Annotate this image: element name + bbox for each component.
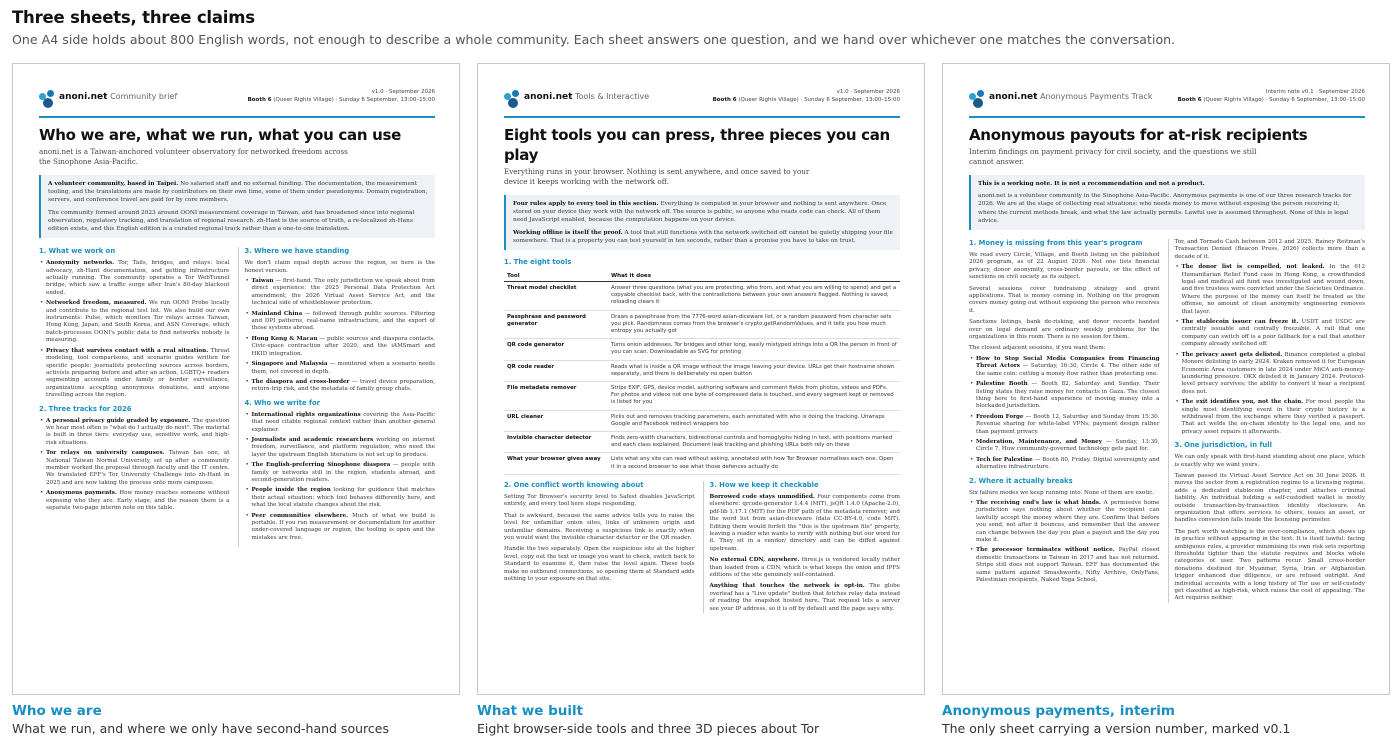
sheet-lede: Interim findings on payment privacy for civil society, and the questions we still cannot answer. xyxy=(969,147,1257,166)
breaks-list xyxy=(969,500,1160,584)
sheet-title: Who we are, what we run, what you can use xyxy=(39,126,402,144)
standing-list xyxy=(245,278,436,394)
callout-box: This is a working note. It is not a recommendation and not a product. anoni.net is a volunteer community in the Sinophone Asia-Pacific. Anonymous payments is one of our three research tracks for 2026. We are at the stage of collecting real situations: who needs money to move without exposing the person receiving it, where the current methods break, and what the law actually permits. Lawful use is assumed throughout. None of this is legal advice. xyxy=(969,175,1365,230)
section-heading: 2. Three tracks for 2026 xyxy=(39,404,132,413)
sheet-meta: Interim note v0.1 · September 2026 Booth 6 (Queer Rights Village) · Sunday 6 September, 13:00–15:00 xyxy=(1177,89,1365,103)
list-item: • The diaspora and cross-border — travel device preparation, return-trip risk, and the metadata of family group chats. xyxy=(245,379,436,394)
paragraph: We read every Circle, Village, and Booth listing on the published 2026 program, as of 22 August 2026. Not one lists financial privacy, donor anonymity, cross-border payouts, or the effect of sanctions on civil society as its subject. xyxy=(969,252,1160,281)
page-subtitle: One A4 side holds about 800 English words, not enough to describe a whole community. Each sheet answers one question, and we hand over whichever one matches the conversation. xyxy=(12,32,1176,47)
anoni-logo-icon xyxy=(969,90,987,108)
list-item: • People inside the region looking for guidance that matches their actual situation: which tool behaves differently here, and what the local statute changes about the risk. xyxy=(245,487,436,509)
list-item: • Tor relays on university campuses. Taiwan has one, at National Taiwan Normal University, set up after a community member worked the proposal through faculty and the IT centre. We translated EFF's Tor University Challenge into zh-Hant in 2025 and are now taking the process onto more campuses. xyxy=(39,450,230,487)
caption-subtitle: Eight browser-side tools and three 3D pieces about Tor xyxy=(477,721,820,736)
table-row: QR code reader Reads what is inside a QR image without the image leaving your device. URLs get their hostname shown separately, and there is deliberately no open button xyxy=(504,360,900,381)
list-item: • A personal privacy guide graded by exposure. The question we hear most often is "what do I actually do next". The material is built in three tiers: everyday use, sensitive work, and high-risk situations. xyxy=(39,418,230,448)
list-item: • The processor terminates without notice. PayPal closed domestic transactions in Taiwan in 2017 and has not returned. Stripe still does not support Taiwan. EFF has documented the same pattern against Smashwords, Nifty Archive, OnlyFans, Palestinian recipients, Naked Yoga School, xyxy=(969,547,1160,584)
page-title: Three sheets, three claims xyxy=(12,8,255,27)
list-item: • Networked freedom, measured. We run OONI Probe locally and contribute to the regional test list. We also build our own instruments: Pulse, which monitors Tor relays across Taiwan, Hong Kong, Japan, and South Korea, and ASN Coverage, which batch-processes OONI's public data to find networks nobody is measuring. xyxy=(39,300,230,344)
list-item: • Journalists and academic researchers working on internet freedom, surveillance, and platform regulation, who need the layer the upstream English literature is not set up to produce. xyxy=(245,437,436,459)
callout-box: Four rules apply to every tool in this section. Everything is computed in your browser and nothing is sent anywhere. Once stored on your device they work with the network off. The source is public, so anyone who reads code can check. All of them need JavaScript enabled, because the computation happens on your device. Working offline is itself the proof. A tool that still functions with the network switched off cannot be quietly shipping your file somewhere. That is a property you can test yourself in ten seconds, rather than a promise you have to take on trust. xyxy=(504,195,900,250)
adjacent-sessions-list xyxy=(969,356,1160,472)
anoni-logo-icon xyxy=(39,90,57,108)
column-right xyxy=(238,247,436,547)
paragraph: Six failure modes we keep running into. None of them are exotic. xyxy=(969,489,1155,496)
table-row: File metadata remover Strips EXIF, GPS, device model, authoring software and comment fields from photos, videos and PDFs. For photos and videos not one byte of compressed data is touched, and every segment kept or removed is listed for you xyxy=(504,382,900,411)
caption-payments[interactable] xyxy=(942,702,1290,738)
list-item: • International rights organizations covering the Asia-Pacific that need citable regional context rather than another general explainer. xyxy=(245,412,436,434)
list-item: • Privacy that survives contact with a real situation. Threat modeling, tool comparisons, and scenario guides written for specific people: journalists protecting sources across borders, activists preparing before and after an action, LGBTQ+ readers segmenting accounts under family or border surveillance, organizations accepting anonymous donations, and anyone travelling across the region. xyxy=(39,348,230,400)
table-row: URL cleaner Picks out and removes tracking parameters, each annotated with who is doing the tracking. Unwraps Google and Facebook redirect wrappers too xyxy=(504,410,900,431)
paragraph: No external CDN, anywhere. three.js is vendored locally rather than loaded from a CDN, which is what keeps the onion and IPFS editions of the site genuinely self-contained. xyxy=(709,557,901,578)
accent-rule xyxy=(969,116,1365,118)
list-item: • The receiving end's law is what binds. A permissive home jurisdiction says nothing about whether the recipient can lawfully accept the money where they are. Confirm that before you send, not after it bounces, and remember that the answer can change between the day you plan a payout and the day you make it. xyxy=(969,500,1160,544)
column-left xyxy=(39,247,230,547)
list-item: • The donor list is compelled, not leaked. In the 612 Humanitarian Relief Fund case in Hong Kong, a crowdfunded legal and medical aid fund was investigated and wound down, and five trustees were convicted under the Societies Ordinance. Where the purpose of the money can itself be treated as the offense, no amount of clean anonymity engineering removes that layer. xyxy=(1175,264,1366,316)
brand-track: · Anonymous Payments Track xyxy=(1035,92,1153,101)
table-row: Invisible character detector Finds zero-width characters, bidirectional controls and homoglyphs hiding in text, with positions marked and each class explained. Document leak tracking and phishing URLs both rely on these xyxy=(504,432,900,453)
sheet-title: Anonymous payouts for at-risk recipients xyxy=(969,126,1308,144)
list-item: • The exit identifies you, not the chain. For most people the single most identifying event in their crypto history is a withdrawal from the exchange where they verified a passport. That act welds the on-chain identity to the legal one, and no privacy asset repairs it afterwards. xyxy=(1175,399,1366,436)
sheet-meta: v1.0 · September 2026 Booth 6 (Queer Rights Village) · Sunday 6 September, 13:00–15:00 xyxy=(247,89,435,103)
sheet-community-brief[interactable] xyxy=(12,63,460,695)
paragraph: We can only speak with first-hand standing about one place, which is exactly why we want yours. xyxy=(1174,454,1365,468)
list-item: • Tech for Palestine — Booth 80, Friday. Digital sovereignty and alternative infrastructure. xyxy=(969,457,1160,472)
caption-tools[interactable] xyxy=(477,702,819,738)
list-item: • Anonymity networks. Tor, Tails, bridges, and relays: local advocacy, zh-Hant documentation, and getting infrastructure actually running. The community operates a Tor WebTunnel bridge, which saw a traffic surge after Iran's 80-day blackout ended. xyxy=(39,260,230,297)
breaks-list-continued xyxy=(1175,264,1366,436)
paragraph: Handle the two separately. Open the suspicious site at the higher level, copy out the text or image you want to check, switch back to Standard to examine it, then raise the level again. These tools make no outbound connections, so opening them at Standard adds nothing to your exposure on that site. xyxy=(504,546,695,582)
column-right xyxy=(1168,239,1366,603)
paragraph: Tor, and Tornado Cash between 2012 and 2025. Rainey Reitman's Transaction Denied (Beacon Press, 2026) collects more than a decade of it. xyxy=(1174,239,1365,260)
caption-community-brief[interactable] xyxy=(12,702,389,738)
section-heading: 1. The eight tools xyxy=(504,258,572,267)
list-item: • Palestine Booth — Booth 82, Saturday and Sunday. Their listing states they raise money for contacts in Gaza. The closest thing here to first-hand experience of moving money into a blockaded jurisdiction. xyxy=(969,381,1160,411)
column-header: What it does xyxy=(608,271,900,282)
audience-list xyxy=(245,412,436,543)
list-item: • Hong Kong & Macau — public sources and diaspora contacts. Civic-space contraction after 2020, and the iAMSmart and HKID integration. xyxy=(245,336,436,358)
tools-table xyxy=(504,271,900,475)
section-heading: 2. One conflict worth knowing about xyxy=(504,480,644,489)
column-left xyxy=(969,239,1160,603)
caption-subtitle: What we run, and where we only have second-hand sources xyxy=(12,721,389,736)
brand-name: anoni.net xyxy=(59,92,108,102)
section-heading: 1. Money is missing from this year's program xyxy=(969,239,1143,248)
brand-name: anoni.net xyxy=(524,92,573,102)
list-item: • The English-preferring Sinophone diaspora — people with family or networks still in the region, students abroad, and second-generation readers. xyxy=(245,462,436,484)
list-item: • How to Stop Social Media Companies from Financing Threat Actors — Saturday, 16:30, Circle 4. The other side of the same coin: cutting a money flow rather than protecting one. xyxy=(969,356,1160,378)
list-item: • Freedom Forge — Booth 12, Saturday and Sunday from 15:30. Revenue sharing for white-label VPNs; payment design rather than payment privacy. xyxy=(969,414,1160,436)
column-left xyxy=(504,481,695,613)
page-header xyxy=(12,6,1392,50)
column-right xyxy=(703,481,901,613)
sheet-title: Eight tools you can press, three pieces you can play xyxy=(504,126,890,164)
paragraph: The part worth watching is the over-compliance, which shows up in practice without appearing in the text. It is itself lawful: facing ambiguous rules, a provider minimising its own risk sets reporting thresholds tighter than the statute requires and blocks whole categories of user. Two patterns recur. Small cross-border donations destined for Myanmar, Syria, Iran or Afghanistan trigger enhanced due diligence, or are refused outright. And individual accounts with a long history of Tor use or self-custody get classified as high-risk, which raises the cost of appealing. The Act requires neither. xyxy=(1174,528,1365,602)
list-item: • Moderation, Maintenance, and Money — Sunday, 13:30, Circle 7. How community-governed technology gets paid for. xyxy=(969,439,1160,454)
accent-rule xyxy=(504,116,900,118)
paragraph: We don't claim equal depth across the region, so here is the honest version. xyxy=(244,260,435,274)
caption-title[interactable]: Anonymous payments, interim xyxy=(942,703,1175,719)
paragraph: Borrowed code stays unmodified. Four components come from elsewhere: qrcode-generator 1.4.4 (MIT), jsQR 1.4.0 (Apache-2.0), pdf-lib 1.17.1 (MIT) for the PDF path of the metadata remover, and the word list from asian-diceware (data CC-BY-4.0, code MIT). Editing them would forfeit the "this is the upstream file" property, leaving a reader who wants to verify with nothing but our word for it. They sit in a vendor/ directory and can be diffed against upstream. xyxy=(709,493,900,552)
list-item: • The privacy asset gets delisted. Binance completed a global Monero delisting in early 2024. Kraken removed it for European Economic Area customers in late 2024 under MiCA anti-money-laundering pressure. OKX delisted it in January 2024. Protocol-level privacy survives; the ability to convert it near a recipient does not. xyxy=(1175,352,1366,396)
section-heading: 4. Who we write for xyxy=(244,398,320,407)
section-heading: 3. One jurisdiction, in full xyxy=(1174,441,1272,450)
paragraph: That is awkward, because the same advice tells you to raise the level for unfamiliar onion sites, links of unknown origin and unfamiliar domains. Receiving a suspicious link is exactly when you would want the invisible character detector or the QR reader. xyxy=(504,512,695,541)
section-heading: 3. How we keep it checkable xyxy=(709,480,819,489)
caption-title[interactable]: Who we are xyxy=(12,703,102,719)
list-item: • Singapore and Malaysia — monitored when a scenario needs them, not covered in depth. xyxy=(245,361,436,376)
table-row: What your browser gives away Lists what any site can read without asking, annotated with how Tor Browser normalises each one. Open it in a second browser to see what those defences actually do xyxy=(504,453,900,474)
sheet-anonymous-payments[interactable] xyxy=(942,63,1390,695)
brand-track: · Community brief xyxy=(105,92,178,101)
list-item: • The stablecoin issuer can freeze it. USDT and USDC are centrally issuable and centrally freezable. A rail that one company can switch off is a poor fallback for a rail that another company already switched off. xyxy=(1175,319,1366,349)
sheet-tools-interactive[interactable] xyxy=(477,63,925,695)
brand-name: anoni.net xyxy=(989,92,1038,102)
section-heading: 1. What we work on xyxy=(39,247,116,256)
section-heading: 3. Where we have standing xyxy=(244,247,350,256)
section-heading: 2. Where it actually breaks xyxy=(969,476,1073,485)
caption-title[interactable]: What we built xyxy=(477,703,584,719)
sheet-brand xyxy=(969,88,1365,110)
table-row: QR code generator Turns onion addresses, Tor bridges and other long, easily mistyped strings into a QR the person in front of you can scan. Downloadable as SVG for printing xyxy=(504,339,900,360)
sheet-lede: anoni.net is a Taiwan-anchored volunteer observatory for networked freedom across the Sinophone Asia-Pacific. xyxy=(39,147,348,166)
callout-box: A volunteer community, based in Taipei. No salaried staff and no external funding. The documentation, the measurement tooling, and the translations are made by contributors on their own time, some of them under pseudonyms. Domain registration, servers, and conference travel are paid for by core members. The community formed around 2023 around OONI measurement coverage in Taiwan, and has broadened since into regional observation, regulatory tracking, and translation of regional research. zh-Hant is the source of truth, a re-localized zh-Hans edition exists, and this English edition is a curated regional track rather than a one-to-one translation. xyxy=(39,175,435,238)
tracks-list xyxy=(39,418,230,513)
sheet-lede: Everything runs in your browser. Nothing is sent anywhere, and once saved to your device it keeps working with the network off. xyxy=(504,167,810,186)
paragraph: The closest adjacent sessions, if you want them: xyxy=(969,345,1106,352)
table-row: Threat model checklist Answer three questions (what you are protecting, who from, and what you are willing to spend) and get a copyable checklist back, with the contradictions between your own answers flagged. Nothing is saved; reloading clears it xyxy=(504,282,900,311)
table-row: Passphrase and password generator Draws a passphrase from the 7776-word asian-diceware list, or a random password from character sets you pick. Randomness comes from the browser's crypto.getRandomValues, and it tells you how much entropy you actually got xyxy=(504,310,900,339)
list-item: • Taiwan — first-hand. The only jurisdiction we speak about from direct experience: the 2025 Personal Data Protection Act amendment, the 2026 Virtual Asset Service Act, and the technical side of whistleblower protection. xyxy=(245,278,436,308)
anoni-logo-icon xyxy=(504,90,522,108)
column-header: Tool xyxy=(504,271,608,282)
paragraph: Several sessions cover fundraising strategy and grant applications. That is money coming in. Nothing on the program covers money going out without exposing the person who receives it. xyxy=(969,285,1160,314)
list-item: • Peer communities elsewhere. Much of what we build is portable. If you run measurement or documentation for another under-covered language or region, the tooling is open and the mistakes are free. xyxy=(245,513,436,543)
list-item: • Mainland China — followed through public sources. Filtering and DPI patterns, real-name infrastructure, and the export of those systems abroad. xyxy=(245,311,436,333)
paragraph: Anything that touches the network is opt-in. The globe overleaf has a "Live update" button that fetches relay data instead of reading the snapshot hosted here. That request lets a server see your IP address, so it is off by default and the page says why. xyxy=(709,583,900,612)
sheet-meta: v1.0 · September 2026 Booth 6 (Queer Rights Village) · Sunday 6 September, 13:00–15:00 xyxy=(712,89,900,103)
paragraph: Setting Tor Browser's security level to Safest disables JavaScript entirely, and every tool here stops responding. xyxy=(504,493,695,508)
sheet-brand xyxy=(39,88,435,110)
brand-track: · Tools & Interactive xyxy=(570,92,650,101)
paragraph: Taiwan passed its Virtual Asset Service Act on 30 June 2026. It moves the sector from a registration regime to a licensing regime, adds a dedicated stablecoin chapter, and attaches criminal liability. An individual holding a self-custodied wallet is mostly outside transaction-by-transaction identity disclosure. An organization that offers services to others, issues an asset, or handles conversion falls inside the licensing perimeter. xyxy=(1174,472,1365,524)
list-item: • Anonymous payments. How money reaches someone without exposing who they are. Early stage, and the reason there is a separate two-page interim note on this table. xyxy=(39,490,230,512)
caption-subtitle: The only sheet carrying a version number, marked v0.1 xyxy=(942,721,1291,736)
work-list xyxy=(39,260,230,399)
accent-rule xyxy=(39,116,435,118)
paragraph: Sanctions listings, bank de-risking, and donor records handed over on legal demand are ordinary weekly problems for the organizations in this room. There is no session for them. xyxy=(969,319,1160,341)
sheet-brand xyxy=(504,88,900,110)
